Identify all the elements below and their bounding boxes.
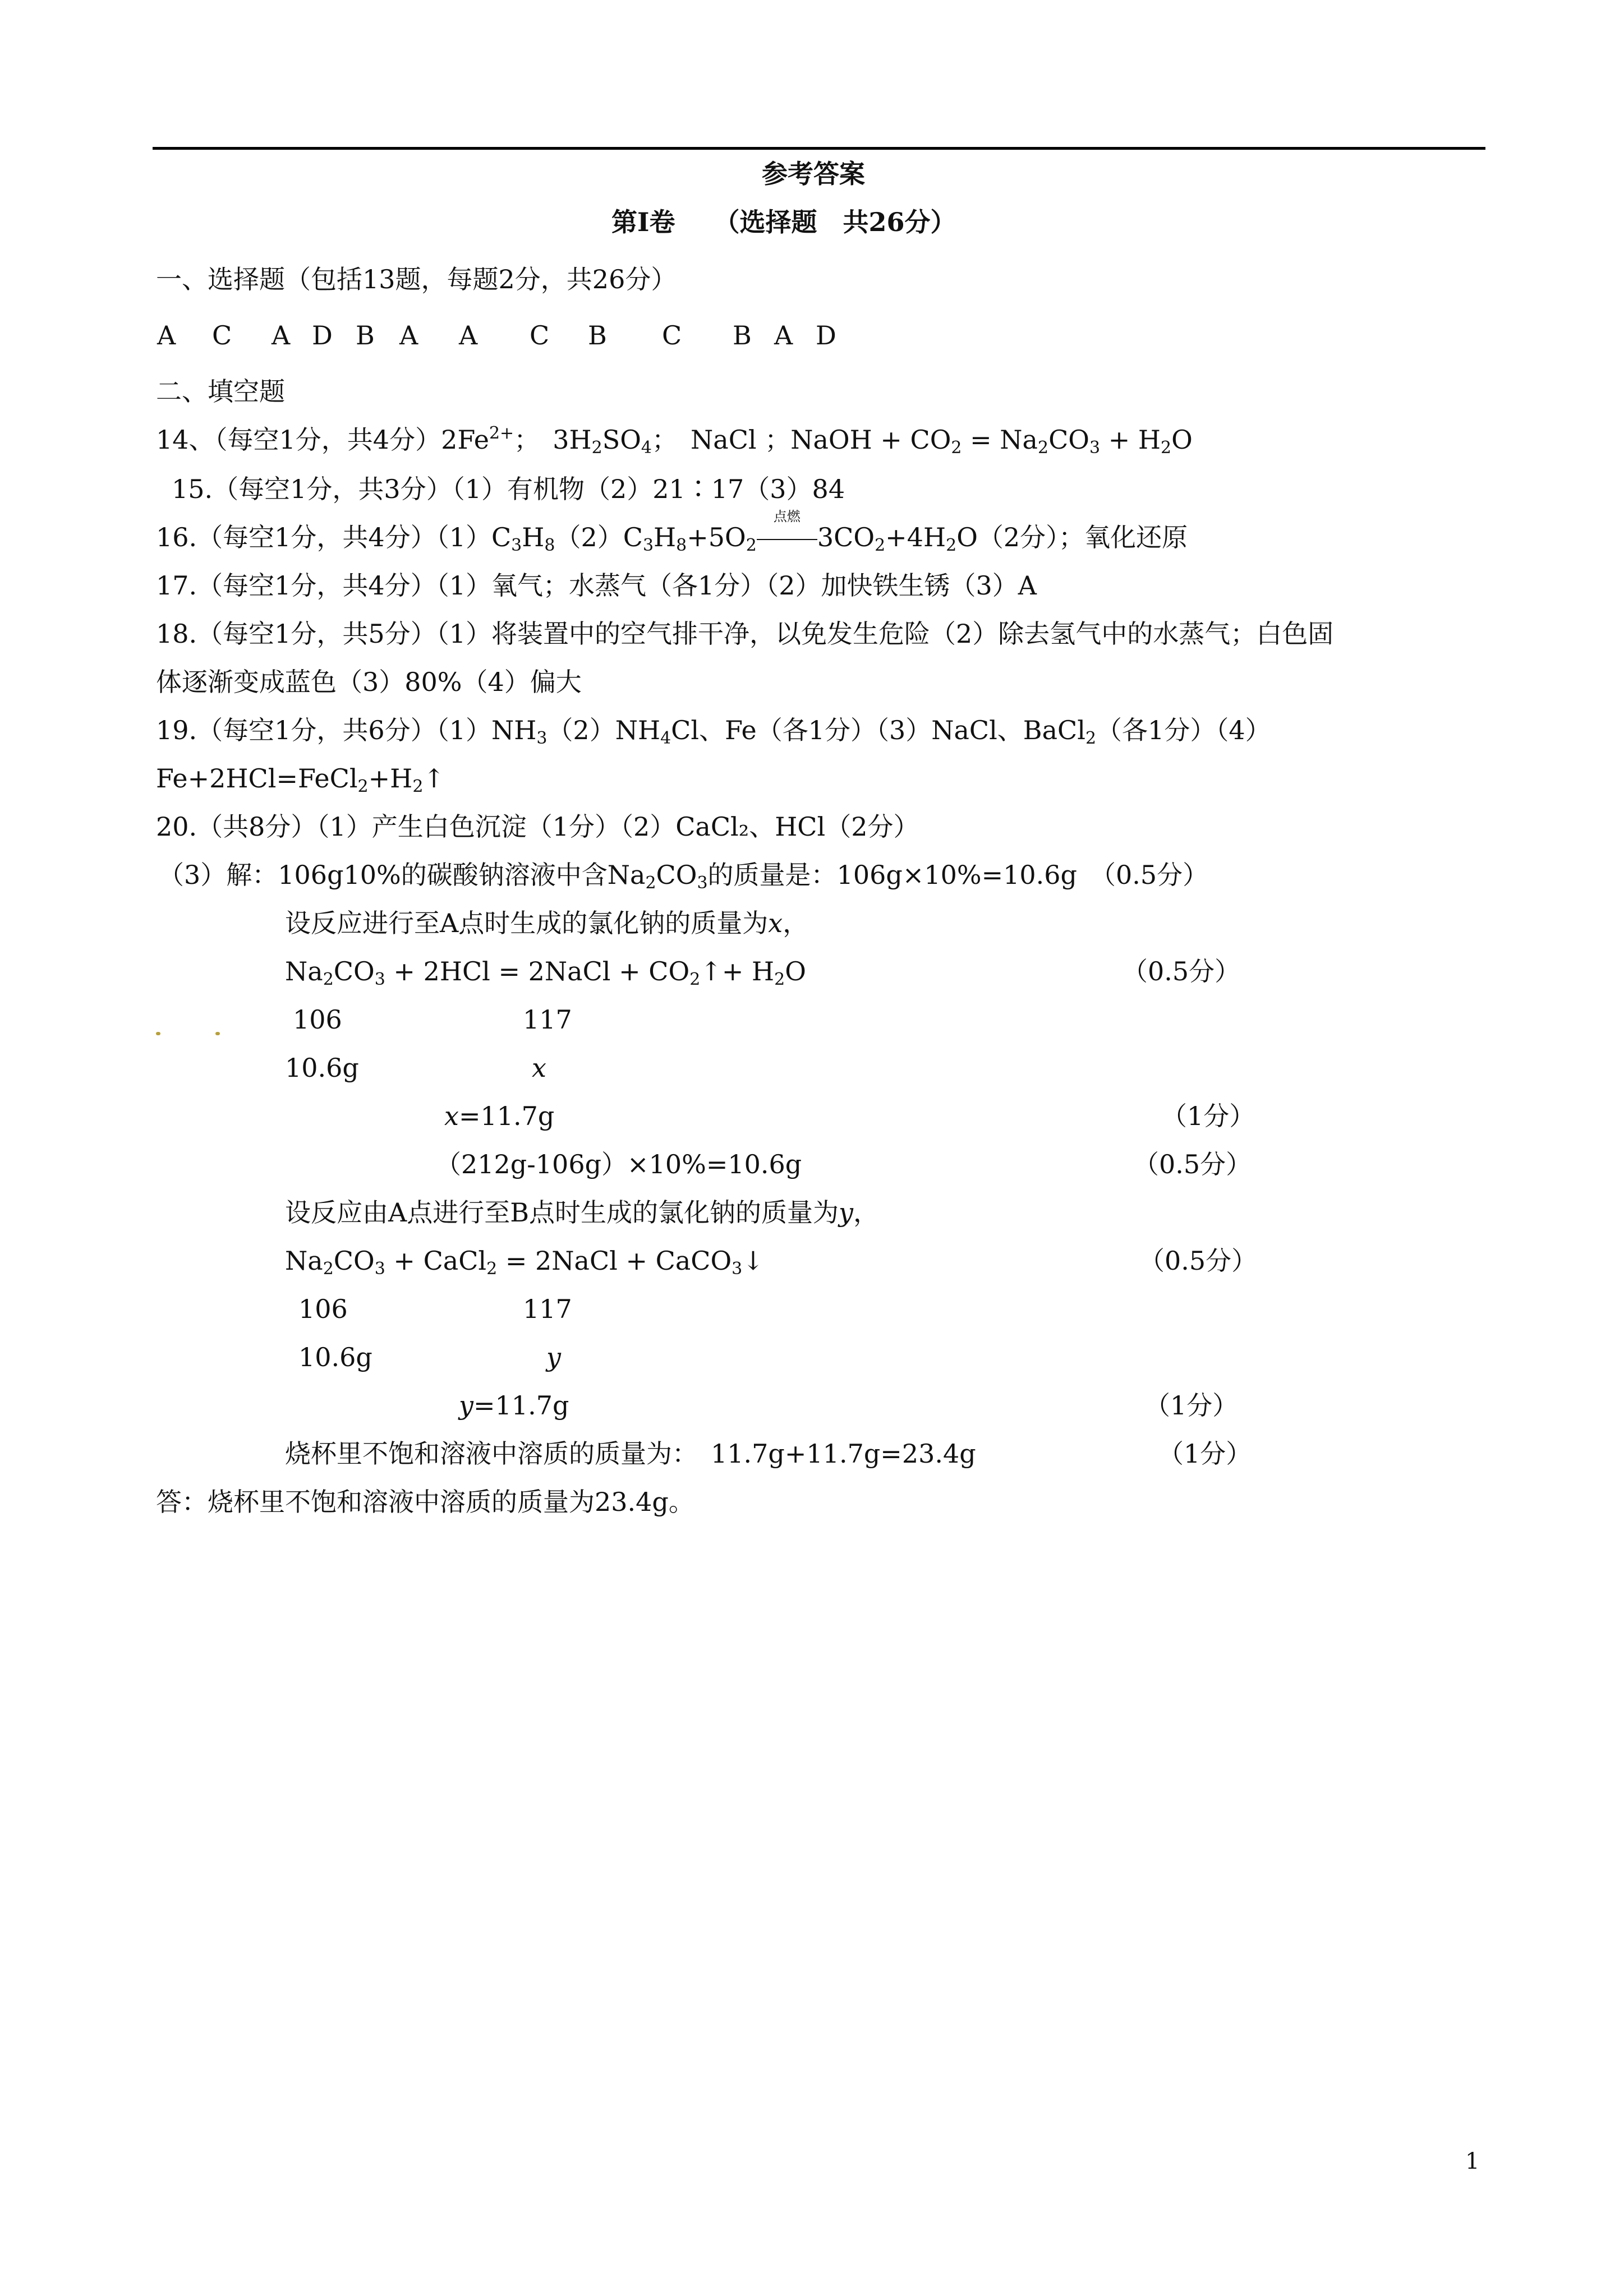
stray-dot xyxy=(156,1032,160,1035)
x-result: x=11.7g xyxy=(444,1101,555,1131)
q15-line: 15.（每空1分，共3分）（1）有机物（2）21∶17（3）84 xyxy=(172,474,845,504)
part1-heading: 一、选择题（包括13题，每题2分，共26分） xyxy=(156,264,677,294)
q18-line2: 体逐渐变成蓝色（3）80%（4）偏大 xyxy=(156,667,582,697)
mc-answer: A xyxy=(774,320,793,351)
top-rule xyxy=(153,147,1485,150)
y-result-score: （1分） xyxy=(1144,1390,1239,1421)
q14-line: 14、（每空1分，共4分）$2Fe^{2+}$； $3H_2SO_4$； NaCl ；NaOH + $CO_2 = Na_2CO_3 + H_2O$ xyxy=(156,423,1193,458)
q20-part3-line: （3）解：106g10%的碳酸钠溶液中含$Na_2CO_3$的质量是：106g×10%=10.6g （0.5分） xyxy=(158,860,1209,893)
x-result-score: （1分） xyxy=(1161,1101,1255,1131)
set-y-line: 设反应由A点进行至B点时生成的氯化钠的质量为y， xyxy=(285,1197,880,1228)
equation-1: $Na_2CO_3 + 2HCl$ = 2NaCl + $CO_2↑+ H_2O$ xyxy=(285,956,806,989)
equation-2-score: （0.5分） xyxy=(1139,1246,1258,1276)
mc-answer: B xyxy=(356,320,375,351)
mc-answer: D xyxy=(312,320,333,351)
ratio-4-left: 10.6g xyxy=(298,1342,372,1372)
q17-line: 17.（每空1分，共4分）（1）氧气；水蒸气（各1分）（2）加快铁生锈（3）A xyxy=(156,570,1037,601)
ratio-3-left: 106 xyxy=(298,1294,348,1324)
ratio-2-left: 10.6g xyxy=(285,1053,359,1083)
mc-answer: C xyxy=(212,320,232,351)
mc-answer: B xyxy=(733,320,752,351)
mc-answer: A xyxy=(399,320,418,351)
mc-answer: A xyxy=(272,320,291,351)
ratio-1-left: 106 xyxy=(293,1004,342,1035)
mc-answer: D xyxy=(816,320,836,351)
equation-2: $Na_2CO_3$ + CaCl$_2$ = 2NaCl + CaCO$_3$↓ xyxy=(285,1246,764,1279)
part2-heading: 二、填空题 xyxy=(156,376,285,407)
ratio-1-right: 117 xyxy=(523,1004,572,1035)
final-answer: 答：烧杯里不饱和溶液中溶质的质量为23.4g。 xyxy=(156,1487,694,1517)
reaction-condition: 点燃 xyxy=(757,522,817,553)
page-number: 1 xyxy=(1465,2149,1480,2174)
q18-line1: 18.（每空1分，共5分）（1）将装置中的空气排干净，以免发生危险（2）除去氢气中的水蒸气；白色固 xyxy=(156,619,1334,649)
q16-line: 16.（每空1分，共4分）$(1)C_3H_8(2)C_3H_8+5O_2$ 点燃 $3CO_2+4H_2O(2$分）；氧化还原 xyxy=(156,509,1188,555)
total-line-score: （1分） xyxy=(1158,1439,1252,1469)
section-title: 第Ⅰ卷 （选择题 共26分） xyxy=(611,207,956,237)
q19-line1: 19.（每空1分，共6分）$(1)NH_3(2)NH_4Cl$、Fe（各1分）（3）NaCl、BaCl$_2$（各1分）（4） xyxy=(156,715,1271,748)
ratio-2-right: x xyxy=(532,1053,546,1083)
mc-answer: B xyxy=(588,320,607,351)
y-result: y=11.7g xyxy=(459,1390,569,1421)
mc-answer: A xyxy=(459,320,478,351)
q20-line1: 20.（共8分）（1）产生白色沉淀（1分）（2）CaCl₂、HCl（2分） xyxy=(156,812,919,842)
page-title: 参考答案 xyxy=(762,159,865,189)
mc-answer: A xyxy=(157,320,176,351)
set-x-line: 设反应进行至A点时生成的氯化钠的质量为x， xyxy=(285,908,809,938)
total-line: 烧杯里不饱和溶液中溶质的质量为： 11.7g+11.7g=23.4g xyxy=(285,1439,976,1469)
calc-line: （212g-106g）×10%=10.6g xyxy=(435,1149,802,1179)
calc-line-score: （0.5分） xyxy=(1133,1149,1252,1179)
ratio-3-right: 117 xyxy=(523,1294,572,1324)
mc-answer: C xyxy=(662,320,682,351)
stray-dot xyxy=(215,1032,220,1035)
ratio-4-right: y xyxy=(546,1342,561,1372)
q19-line2: $Fe+2HCl=FeCl_2+H_2↑$ xyxy=(156,763,445,796)
mc-answer: C xyxy=(530,320,550,351)
equation-1-score: （0.5分） xyxy=(1122,956,1241,986)
